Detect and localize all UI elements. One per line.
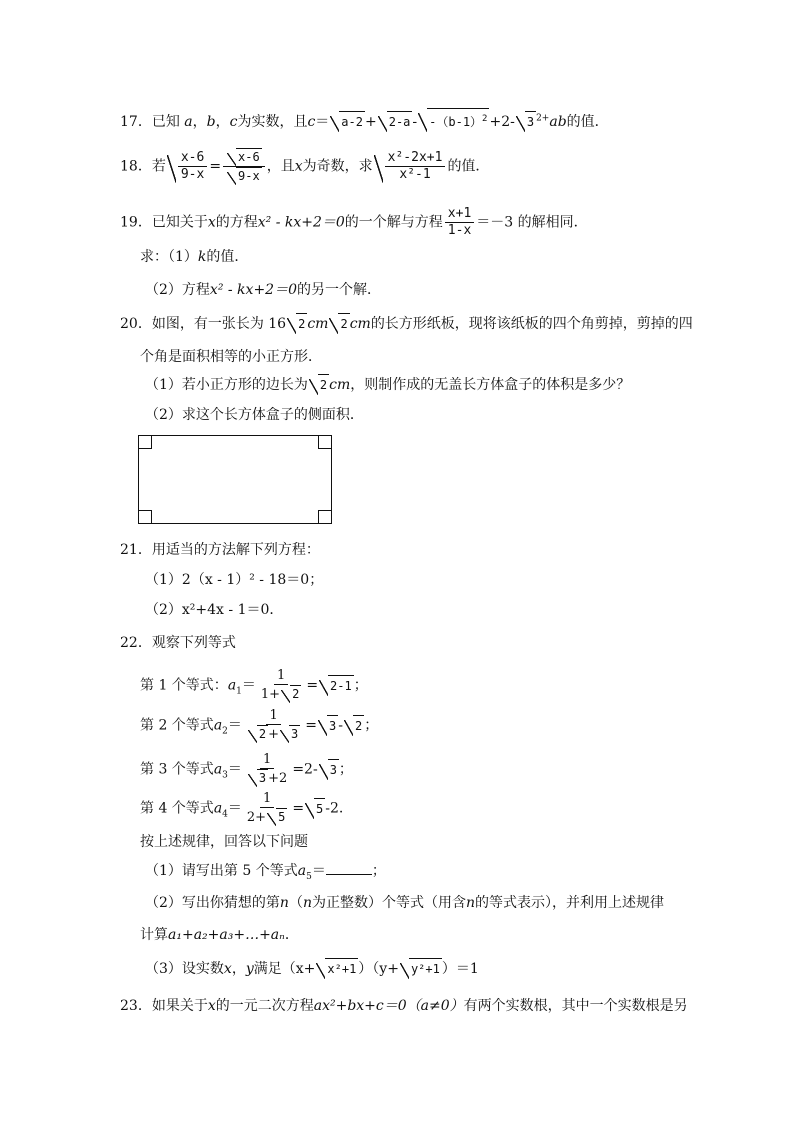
q22-e3-rhs-a: =2- bbox=[292, 761, 318, 778]
q22-e1-end: ； bbox=[353, 677, 368, 694]
q22-e4-eq: ＝ bbox=[227, 800, 242, 817]
question-18 bbox=[120, 148, 489, 185]
q22-e2-den-sqrt2 bbox=[280, 725, 300, 743]
corner-square-top-right bbox=[318, 436, 331, 449]
q22-e3-rhs-rad: 3 bbox=[328, 759, 339, 780]
q22-e3-sub: 3 bbox=[222, 770, 228, 781]
corner-square-bottom-left bbox=[139, 510, 152, 523]
q18-frac-2-num-sqrt bbox=[227, 148, 262, 166]
q22-part-2-line-2 bbox=[140, 925, 299, 945]
q22-e2-den-rad2: 3 bbox=[291, 727, 299, 741]
q22-e2-label: 第 2 个等式 bbox=[140, 717, 214, 734]
q22-e1-den-rad: 2 bbox=[292, 687, 300, 701]
q18-text-d: 的值． bbox=[447, 158, 490, 175]
q22-e3-label: 第 3 个等式 bbox=[140, 761, 214, 778]
q23-equation: ax²+bx+c＝0（a≠0） bbox=[313, 998, 464, 1014]
q22-e3-den bbox=[244, 769, 290, 787]
q19-part2-a: （2）方程 bbox=[145, 282, 210, 298]
q19-part2-eq: x² - kx+2＝0 bbox=[209, 282, 297, 298]
question-23 bbox=[120, 996, 688, 1016]
q22-e4-rhs-rad: 5 bbox=[314, 798, 325, 819]
q22-p2-d: 的等式表示），并利用上述规律 bbox=[475, 895, 665, 911]
q18-var-x: x bbox=[294, 158, 303, 175]
q22-e2-num: 1 bbox=[266, 708, 280, 725]
question-17 bbox=[120, 108, 609, 132]
q22-part-1 bbox=[145, 861, 386, 887]
q22-e3-den-rad: 3 bbox=[258, 771, 267, 785]
q18-frac-2 bbox=[223, 148, 265, 185]
q22-e2-sub: 2 bbox=[222, 726, 228, 737]
q19-frac bbox=[445, 206, 474, 239]
q22-e1-rhs-eq: = bbox=[306, 677, 319, 694]
q22-e2-rhs-sqrt2 bbox=[344, 715, 364, 736]
q22-e4-frac bbox=[244, 791, 290, 826]
q22-e2-eq: ＝ bbox=[227, 717, 242, 734]
q22-e1-frac bbox=[258, 668, 304, 703]
q22-p1-var: a bbox=[297, 863, 307, 879]
q18-frac-1 bbox=[178, 150, 207, 183]
q19-text-d: ＝－3 的解相同． bbox=[476, 214, 588, 231]
q22-p2-n2: n bbox=[302, 895, 312, 911]
q17-sep1: ， bbox=[192, 114, 207, 130]
q18-frac-3-num: x²-2x+1 bbox=[385, 150, 446, 167]
q23-var-x: x bbox=[207, 998, 216, 1014]
q22-e4-den bbox=[244, 808, 290, 826]
corner-square-bottom-right bbox=[318, 510, 331, 523]
q17-radicand-3 bbox=[427, 108, 489, 132]
q22-e2-frac bbox=[244, 708, 303, 743]
q20-radicand-1: 2 bbox=[296, 313, 307, 334]
q23-number: 23． bbox=[120, 998, 152, 1014]
q20-radicand-2: 2 bbox=[338, 313, 349, 334]
q22-p1-answer-blank[interactable] bbox=[326, 862, 372, 875]
q22-equation-3 bbox=[140, 752, 353, 787]
q20-part-1 bbox=[145, 374, 630, 395]
q17-radicand-4: 3 bbox=[525, 111, 536, 132]
q20-unit-2: cm bbox=[349, 316, 371, 332]
q22-p2-b: （ bbox=[288, 895, 303, 911]
q19-text-b: 的方程 bbox=[215, 214, 258, 231]
q22-e2-den-plus: + bbox=[268, 727, 280, 742]
q20-p1-radicand: 2 bbox=[318, 374, 329, 395]
q17-radicand-1: a-2 bbox=[339, 111, 365, 132]
q21-part-1: （1）2（x - 1）² - 18＝0； bbox=[145, 572, 324, 588]
q20-sqrt-1 bbox=[287, 313, 307, 334]
q17-var-c2: c bbox=[307, 114, 316, 130]
q22-p3-x: x bbox=[223, 961, 232, 977]
q20-line-2: 个角是面积相等的小正方形． bbox=[140, 349, 322, 365]
q17-text-a: 已知 bbox=[151, 114, 180, 130]
q19-frac-num: x+1 bbox=[445, 206, 474, 223]
q22-e3-den-tail: +2 bbox=[268, 771, 288, 786]
q22-p3-d: ）＝1 bbox=[441, 961, 479, 977]
q20-part-2: （2）求这个长方体盒子的侧面积． bbox=[145, 407, 364, 423]
q17-plus: + bbox=[364, 114, 377, 130]
q22-e3-den-sqrt bbox=[248, 769, 268, 787]
q20-unit-1: cm bbox=[307, 316, 329, 332]
q22-e2-den bbox=[244, 725, 303, 743]
q22-e4-label: 第 4 个等式 bbox=[140, 800, 214, 817]
q21-part-2: （2）x²+4x - 1＝0． bbox=[145, 602, 284, 618]
q19-var-x: x bbox=[207, 214, 216, 231]
q22-p3-b: 满足（x+ bbox=[253, 961, 316, 977]
q22-p2-n: n bbox=[279, 895, 289, 911]
q18-text-c: 为奇数，求 bbox=[302, 158, 373, 175]
q22-e2-rhs-sqrt1 bbox=[318, 715, 338, 736]
q19-part-1 bbox=[140, 247, 248, 267]
q22-e4-rhs-sqrt bbox=[305, 798, 325, 819]
q17-sqrt-3 bbox=[418, 108, 489, 132]
q22-e2-rhs-rad1: 3 bbox=[327, 715, 338, 736]
q17-eq: ＝ bbox=[315, 114, 330, 130]
q18-frac-1-num: x-6 bbox=[178, 150, 207, 167]
q22-e1-den-a: 1+ bbox=[260, 687, 281, 702]
q22-p3-sqrt-1 bbox=[316, 958, 358, 979]
q17-sep2: ， bbox=[215, 114, 230, 130]
q22-number: 22． bbox=[120, 635, 152, 651]
q22-e1-num: 1 bbox=[274, 668, 288, 685]
q22-p2-line2-end: ． bbox=[284, 927, 299, 943]
q17-sqrt-1 bbox=[330, 111, 365, 132]
q19-ask: 求：（1） bbox=[140, 249, 198, 265]
q17-text-b: 为实数，且 bbox=[237, 114, 308, 130]
q22-e3-frac bbox=[244, 752, 290, 787]
q22-p3-sep: ， bbox=[231, 961, 246, 977]
q22-e4-rhs-tail: -2. bbox=[325, 800, 344, 817]
q18-frac-1-den: 9-x bbox=[180, 167, 205, 182]
q22-e2-rhs-minus: - bbox=[338, 717, 343, 734]
q19-text-a: 已知关于 bbox=[151, 214, 208, 231]
q22-p3-a: （3）设实数 bbox=[145, 961, 224, 977]
q17-minus: - bbox=[412, 114, 418, 130]
q22-e3-end: ； bbox=[338, 761, 353, 778]
q23-text-c: 有两个实数根，其中一个实数根是另 bbox=[463, 998, 688, 1014]
q22-equation-2 bbox=[140, 708, 378, 743]
q20-p1-b: ，则制作成的无盖长方体盒子的体积是多少？ bbox=[350, 377, 631, 393]
q22-p3-rad-1: x²+1 bbox=[325, 958, 358, 979]
q19-part2-b: 的另一个解． bbox=[296, 282, 381, 298]
q17-sqrt-2 bbox=[378, 111, 413, 132]
q23-text-b: 的一元二次方程 bbox=[215, 998, 314, 1014]
q22-e1-den bbox=[258, 685, 304, 703]
q18-text-b: ，且 bbox=[266, 158, 295, 175]
q17-radicand-3-text: -（b-1） bbox=[429, 115, 483, 129]
q18-sqrt-frac-3 bbox=[374, 150, 448, 183]
q21-number: 21． bbox=[120, 542, 152, 558]
q22-e1-rhs-sqrt bbox=[319, 675, 354, 696]
q18-frac-3-den: x²-1 bbox=[399, 167, 431, 182]
q17-square: 2 bbox=[482, 114, 488, 124]
q17-radicand-2: 2-a bbox=[387, 111, 413, 132]
q21-text: 用适当的方法解下列方程： bbox=[151, 542, 320, 558]
q20-text-b: 的长方形纸板，现将该纸板的四个角剪掉，剪掉的四 bbox=[370, 316, 693, 332]
q22-p2-line2-a: 计算 bbox=[140, 927, 168, 943]
q18-sqrt-frac-1 bbox=[167, 150, 209, 183]
q17-tail3: 的值． bbox=[566, 114, 609, 130]
q18-frac-2-den-rad: 9-x bbox=[238, 169, 260, 183]
q22-p1-end: ； bbox=[371, 863, 386, 879]
q19-text-c: 的一个解与方程 bbox=[344, 214, 443, 231]
question-20 bbox=[120, 313, 693, 334]
q23-text-a: 如果关于 bbox=[151, 998, 208, 1014]
q22-e2-rhs-eq: = bbox=[305, 717, 318, 734]
q18-frac-2-num-rad: x-6 bbox=[238, 150, 260, 164]
q17-var-b: b bbox=[206, 114, 216, 130]
q22-part-2 bbox=[145, 893, 664, 913]
q22-e2-var: a bbox=[213, 717, 223, 734]
q22-p2-a: （2）写出你猜想的第 bbox=[145, 895, 280, 911]
q22-e4-den-rad: 5 bbox=[278, 810, 286, 824]
q22-p3-y: y bbox=[245, 961, 254, 977]
q19-number: 19． bbox=[120, 214, 152, 231]
q22-e1-rhs-rad: 2-1 bbox=[328, 675, 354, 696]
q17-tail2: 2+ bbox=[536, 113, 550, 124]
q22-p2-line2-expr: a₁+a₂+a₃+…+aₙ bbox=[168, 927, 285, 943]
q22-p3-rad-2: y²+1 bbox=[409, 958, 442, 979]
q20-p1-a: （1）若小正方形的边长为 bbox=[145, 377, 308, 393]
q22-e3-num: 1 bbox=[260, 752, 274, 769]
q19-frac-den: 1-x bbox=[447, 223, 472, 238]
q22-e4-num: 1 bbox=[260, 791, 274, 808]
q18-text-a: 若 bbox=[151, 158, 166, 175]
q22-rule: 按上述规律，回答以下问题 bbox=[140, 834, 308, 850]
q22-e1-label: 第 1 个等式： bbox=[140, 677, 228, 694]
q22-p2-c: 为正整数）个等式（用含 bbox=[311, 895, 466, 911]
question-19 bbox=[120, 206, 588, 239]
cardboard-figure bbox=[138, 435, 332, 524]
q18-frac-2-num bbox=[223, 148, 265, 167]
q17-var-ab: ab bbox=[549, 114, 567, 130]
q18-frac-2-den bbox=[223, 167, 265, 185]
q22-part-3 bbox=[145, 958, 479, 979]
q22-e2-den-sqrt1 bbox=[248, 725, 268, 743]
question-21 bbox=[120, 540, 320, 560]
q22-e4-sub: 4 bbox=[222, 809, 228, 820]
q22-e4-den-sqrt bbox=[267, 808, 287, 826]
q22-e3-rhs-sqrt bbox=[319, 759, 339, 780]
q22-p3-sqrt-2 bbox=[400, 958, 442, 979]
q22-p2-n3: n bbox=[465, 895, 476, 911]
q17-var-c: c bbox=[229, 114, 238, 130]
question-22 bbox=[120, 633, 236, 653]
q20-number: 20． bbox=[120, 316, 152, 332]
corner-square-top-left bbox=[139, 436, 152, 449]
q20-p1-sqrt bbox=[309, 374, 329, 395]
q20-p1-unit: cm bbox=[329, 377, 351, 393]
q20-text-a: 如图，有一张长为 16 bbox=[151, 316, 287, 332]
q22-equation-4 bbox=[140, 791, 343, 826]
q17-sqrt-4 bbox=[516, 111, 536, 132]
q22-e4-var: a bbox=[213, 800, 223, 817]
q22-p1-eq: ＝ bbox=[311, 863, 326, 879]
q22-p1-sub: 5 bbox=[306, 871, 312, 882]
q20-sqrt-2 bbox=[329, 313, 349, 334]
q22-e4-den-a: 2+ bbox=[246, 810, 267, 825]
q18-number: 18． bbox=[120, 158, 152, 175]
q22-e1-eq: ＝ bbox=[241, 677, 256, 694]
q22-e3-var: a bbox=[213, 761, 223, 778]
q22-e1-den-sqrt bbox=[281, 685, 301, 703]
q17-var-a: a bbox=[184, 114, 193, 130]
q18-frac-2-den-sqrt bbox=[227, 167, 262, 185]
q18-eq: = bbox=[209, 158, 222, 175]
q18-frac-3 bbox=[385, 150, 446, 183]
q19-ask-tail: 的值． bbox=[206, 249, 249, 265]
q22-e1-sub: 1 bbox=[236, 686, 242, 697]
q19-var-k: k bbox=[197, 249, 207, 265]
q22-e2-rhs-rad2: 2 bbox=[353, 715, 364, 736]
q22-e2-end: ； bbox=[364, 717, 379, 734]
q22-text: 观察下列等式 bbox=[151, 635, 236, 651]
q22-p3-c: ）（y+ bbox=[358, 961, 399, 977]
q22-e1-var: a bbox=[227, 677, 237, 694]
q22-e3-eq: ＝ bbox=[227, 761, 242, 778]
q17-number: 17． bbox=[120, 114, 152, 130]
q22-equation-1 bbox=[140, 668, 368, 703]
q22-e4-rhs-eq: = bbox=[292, 800, 305, 817]
q22-e2-den-rad1: 2 bbox=[258, 727, 267, 741]
q22-p1-a: （1）请写出第 5 个等式 bbox=[145, 863, 298, 879]
q19-part-2 bbox=[145, 280, 381, 300]
q19-equation-1: x² - kx+2＝0 bbox=[257, 214, 345, 231]
q17-tail1: +2- bbox=[489, 114, 515, 130]
